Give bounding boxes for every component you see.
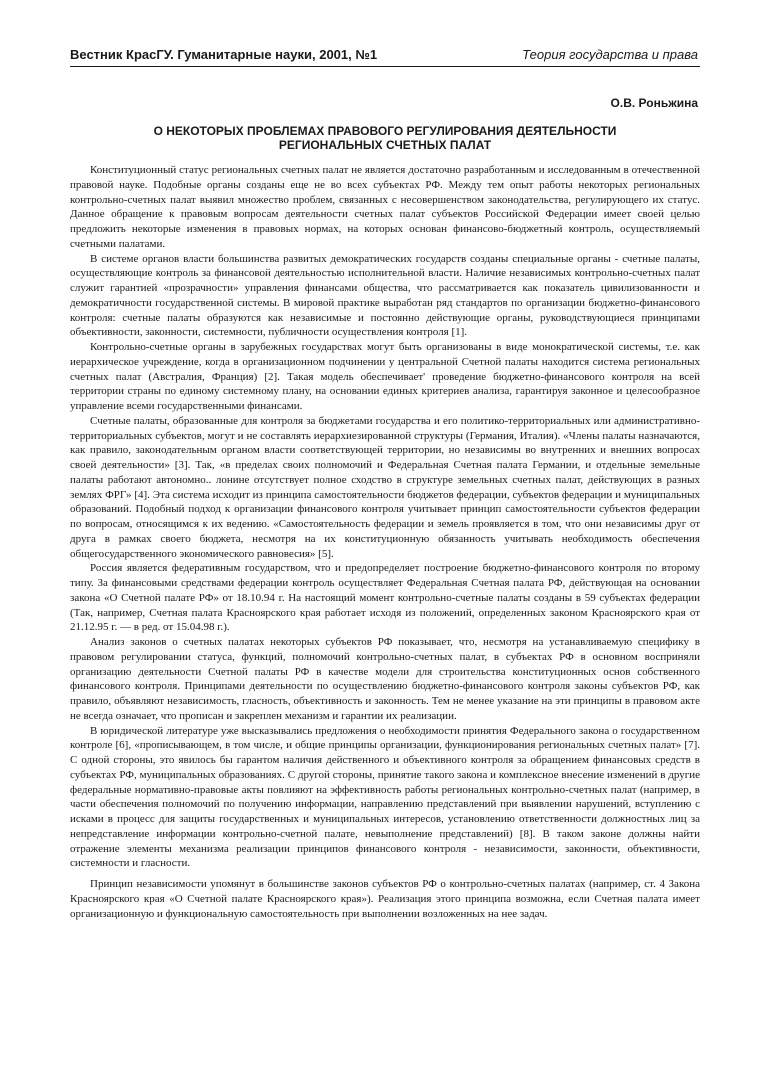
paragraph: В системе органов власти большинства развитых демократических государств созданы специальные органы - счетные палаты, осуществляющие контроль за финансовой деятельностью исполнительной власти. Наличие независимых контрольно-счетных палат служит гарантией «прозрачности» управления финансами общества, что рассматривается как показатель цивилизованности и демократичности государственной системы. В мировой практике выработан ряд стандартов по организации бюджетно-финансового контроля: счетные палаты образуются как независимые и постоянно действующие органы, руководствующиеся принципами объективности, законности, системности, публичности осуществления контроля [1]. (70, 252, 700, 339)
article-body (70, 163, 700, 921)
article-title (70, 124, 700, 152)
header-rule (70, 66, 700, 67)
paragraph: Счетные палаты, образованные для контроля за бюджетами государства и его политико-территориальных или административно-территориальных субъектов, могут и не составлять иерархиезированной структуры (Германия, Италия). «Члены палаты назначаются, как правило, законодательным органом власти соответствующей территории, но независимы во внутренних и внешних вопросах своей деятельности» [3]. Так, «в пределах своих полномочий и Федеральная Счетная палата Германии, и отдельные земельные палаты работают автономно.. лонине отсутствует полное сходство в структуре земельных счетных палат, действующих в разных землях ФРГ» [4]. Эта система исходит из принципа самостоятельности бюджетов федерации, субъектов федерации и муниципальных образований. Подобный подход к организации финансового контроля учитывает принцип самостоятельности субъектов федерации по вопросам, относящимся к их ведению. «Самостоятельность федерации и земель проявляется в том, что они независимы друг от друга в рамках своего бюджета, несмотря на их конституционную обязанность учитывать необходимость обеспечения общегосударственного экономического равновесия» [5]. (70, 414, 700, 560)
author-name: О.В. Роньжина (610, 96, 698, 110)
section-name: Теория государства и права (522, 47, 698, 62)
paragraph: Принцип независимости упомянут в большинстве законов субъектов РФ о контрольно-счетных палатах (например, ст. 4 Закона Красноярского края «О Счетной палате Красноярского края»). Реализация этого принципа возможна, если Счетная палата имеет организационную и функциональную самостоятельность при выполнении возложенных на нее задач. (70, 878, 700, 920)
title-line: О НЕКОТОРЫХ ПРОБЛЕМАХ ПРАВОВОГО РЕГУЛИРОВАНИЯ ДЕЯТЕЛЬНОСТИ (153, 124, 617, 138)
paragraph: Анализ законов о счетных палатах некоторых субъектов РФ показывает, что, несмотря на устанавливаемую специфику в правовом регулировании статуса, функций, полномочий контрольно-счетных палат, в субъектах РФ в основном восприняли организацию деятельности Счетной палаты РФ в качестве модели для строительства конституционных основ собственного финансового контроля. Принципами деятельности по осуществлению бюджетно-финансового контроля законы субъектов РФ, как правило, объявляют независимость, гласность, объективность и законность. Тем не менее указание на эти принципы в правовом акте не всегда означает, что прописан и закреплен механизм и гарантии их реализации. (70, 636, 700, 722)
running-header (70, 46, 698, 64)
title-line: РЕГИОНАЛЬНЫХ СЧЕТНЫХ ПАЛАТ (278, 138, 492, 152)
paragraph: Контрольно-счетные органы в зарубежных государствах могут быть организованы в виде монократической системы, т.е. как иерархическое учреждение, когда в организационном подчинении у центральной Счетной палаты находится система региональных счетных палат (Австралия, Франция) [2]. Такая модель обеспечивает' проведение бюджетно-финансового контроля на всей территории страны по единому системному плану, на основании единых критериев анализа, гарантируя законное и целесообразное управление всеми государственными финансами. (70, 341, 700, 412)
paragraph: В юридической литературе уже высказывались предложения о необходимости принятия Федерального закона о государственном контроле [6], «прописывающем, в том числе, и общие принципы организации, функционирования региональных счетных палат» [7]. С одной стороны, это явилось бы гарантом наличия действенного и объективного контроля за обращением финансовых средств в субъектах РФ, муниципальных образованиях. С другой стороны, принятие такого закона и комплексное внесение изменений в другие федеральные нормативно-правовые акты повлияют на эффективность работы региональных контрольно-счетных палат (например, в части обеспечения полномочий по получению информации, направлению представлений при выявлении нарушений, вступлению с исками в процесс для защиты государственных и муниципальных интересов, установлению ответственности должностных лиц за непредставление информации контрольно-счетной палате, невыполнение представлений) [8]. В таком законе должны найти отражение элементы механизма реализации принципов финансового контроля - независимости, законности, объективности, системности и гласности. (70, 724, 700, 870)
journal-name: Вестник КрасГУ. Гуманитарные науки, 2001, №1 (70, 47, 378, 62)
paragraph: Конституционный статус региональных счетных палат не является достаточно разработанным и исследованным в отечественной правовой науке. Подобные органы созданы еще не во всех субъектах РФ. Между тем опыт работы некоторых региональных контрольно-счетных палат выявил множество проблем, связанных с несовершенством законодательства, регулирующего их статус. Данное обращение к правовым вопросам деятельности счетных палат субъектов Российской Федерации имеет своей целью предложить некоторые изменения в правовых нормах, на которых основан финансово-бюджетный контроль, осуществляемый счетными палатами. (70, 164, 700, 250)
paragraph: Россия является федеративным государством, что и предопределяет построение бюджетно-финансового контроля по второму типу. За финансовыми средствами федерации контроль осуществляет Федеральная Счетная палата РФ, действующая на основании закона «О Счетной палате РФ» от 18.10.94 г. На настоящий момент контрольно-счетные палаты созданы в 59 субъектах федерации (Так, например, Счетная палата Красноярского края работает исходя из положений, определенных законом Красноярского края от 21.12.95 г. — в ред. от 15.04.98 г.). (70, 562, 700, 634)
